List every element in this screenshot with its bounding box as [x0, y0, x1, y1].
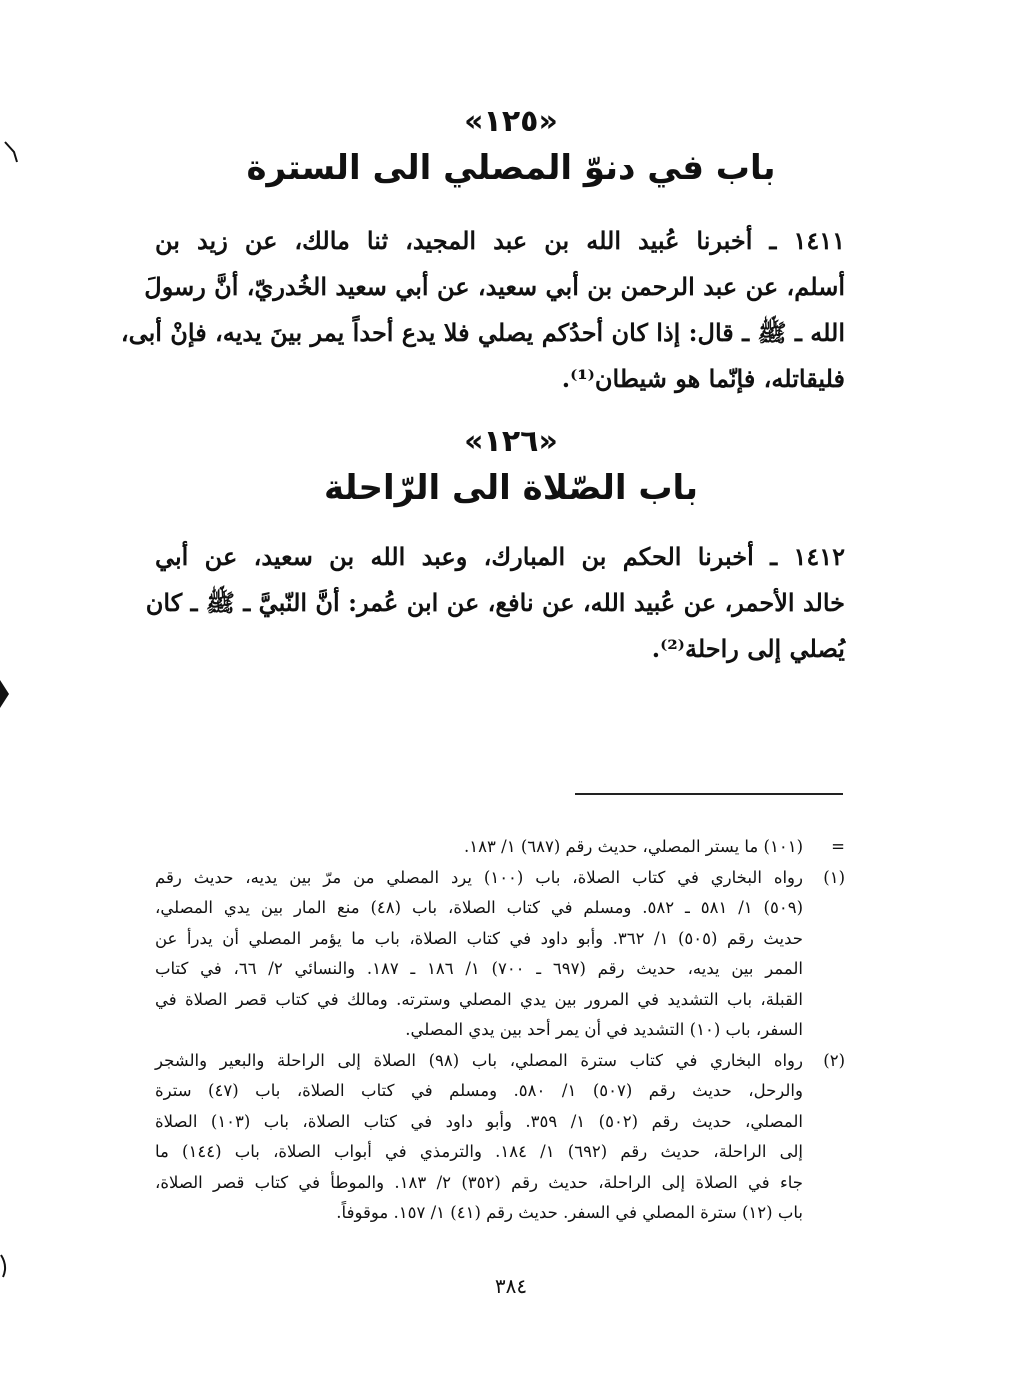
footnote-line: والرحل، حديث رقم (٥٠٧) ١/ ٥٨٠. ومسلم في كتاب الصلاة، باب (٤٧) سترة — [155, 1081, 803, 1100]
footnote-2 — [155, 1046, 845, 1229]
footnote-body — [155, 1046, 803, 1229]
hadith-line: أسلم، عن عبد الرحمن بن أبي سعيد، عن أبي سعيد الخُدريّ، أنَّ رسولَ — [144, 272, 845, 301]
scan-artifact-left-middle — [0, 678, 12, 710]
footnote-continuation — [155, 832, 845, 863]
footnote-line: المصلي، حديث رقم (٥٠٢) ١/ ٣٥٩. وأبو داود في كتاب الصلاة، باب (١٠٣) الصلاة — [155, 1111, 803, 1131]
footnote-body — [155, 863, 803, 1046]
footnote-line: القبلة، باب التشديد في المرور بين يدي المصلي وسترته. ومالك في كتاب قصر الصلاة في — [155, 989, 803, 1009]
footnote-line: باب (١٢) سترة المصلي في السفر. حديث رقم (٤١) ١/ ١٥٧. موقوفاً. — [336, 1203, 803, 1222]
chapter-title-126: باب الصّلاة الى الرّاحلة — [323, 468, 699, 508]
footnote-separator — [575, 793, 843, 795]
footnote-1 — [155, 863, 845, 1046]
footnote-line: حديث رقم (٥٠٥) ١/ ٣٦٢. وأبو داود في كتاب الصلاة، باب ما يؤمر المصلي أن يدرأ عن — [155, 928, 803, 948]
footnote-body — [155, 832, 803, 863]
hadith-line: الله ـ ﷺ ـ قال: إذا كان أحدُكم يصلي فلا يدع أحداً يمر بينَ يديه، فإنْ أبى، — [120, 318, 845, 347]
footnote-mark: (٢) — [823, 1050, 845, 1070]
footnote-line: إلى الراحلة، حديث رقم (٦٩٢) ١/ ١٨٤. والترمذي في أبواب الصلاة، باب (١٤٤) ما — [155, 1142, 803, 1161]
hadith-line: فليقاتله، فإنّما هو شيطان⁽¹⁾. — [561, 364, 845, 393]
chapter-number-125: «١٢٥» — [464, 104, 558, 139]
footnote-mark: = — [831, 837, 845, 856]
hadith-line: ١٤١٢ ـ أخبرنا الحكم بن المبارك، وعبد الله بن سعيد، عن أبي — [155, 542, 845, 571]
page-number: ٣٨٤ — [494, 1274, 528, 1298]
footnote-line: (١٠١) ما يستر المصلي، حديث رقم (٦٨٧) ١/ ١٨٣. — [464, 837, 803, 856]
hadith-line: خالد الأحمر، عن عُبيد الله، عن نافع، عن ابن عُمر: أنَّ النّبيَّ ـ ﷺ ـ كان — [145, 588, 845, 617]
hadith-line: يُصلي إلى راحلة⁽²⁾. — [651, 634, 845, 663]
hadith-line: ١٤١١ ـ أخبرنا عُبيد الله بن عبد المجيد، ثنا مالك، عن زيد بن — [155, 226, 845, 255]
footnote-line: جاء في الصلاة إلى الراحلة، حديث رقم (٣٥٢) ٢/ ١٨٣. والموطأ في كتاب قصر الصلاة، — [155, 1172, 803, 1192]
hadith-1412 — [145, 534, 845, 672]
footnote-mark: (١) — [823, 867, 845, 887]
footnote-line: السفر، باب (١٠) التشديد في أن يمر أحد بين يدي المصلي. — [405, 1020, 803, 1039]
chapter-title-125: باب في دنوّ المصلي الى السترة — [246, 148, 776, 188]
footnote-line: (٥٠٩) ١/ ٥٨١ ـ ٥٨٢. ومسلم في كتاب الصلاة، باب (٤٨) منع المار بين يدي المصلي، — [155, 898, 804, 917]
footnote-line: الممر بين يديه، حديث رقم (٦٩٧ ـ ٧٠٠) ١/ ١٨٦ ـ ١٨٧. والنسائي ٢/ ٦٦، في كتاب — [155, 959, 803, 978]
hadith-1411 — [120, 218, 845, 402]
chapter-number-126: «١٢٦» — [464, 424, 558, 459]
footnote-line: رواه البخاري في كتاب سترة المصلي، باب (٩٨) الصلاة إلى الراحلة والبعير والشجر — [155, 1050, 803, 1070]
footnote-line: رواه البخاري في كتاب الصلاة، باب (١٠٠) يرد المصلي من مرّ بين يديه، حديث رقم — [155, 867, 803, 887]
footnotes — [155, 832, 845, 1229]
